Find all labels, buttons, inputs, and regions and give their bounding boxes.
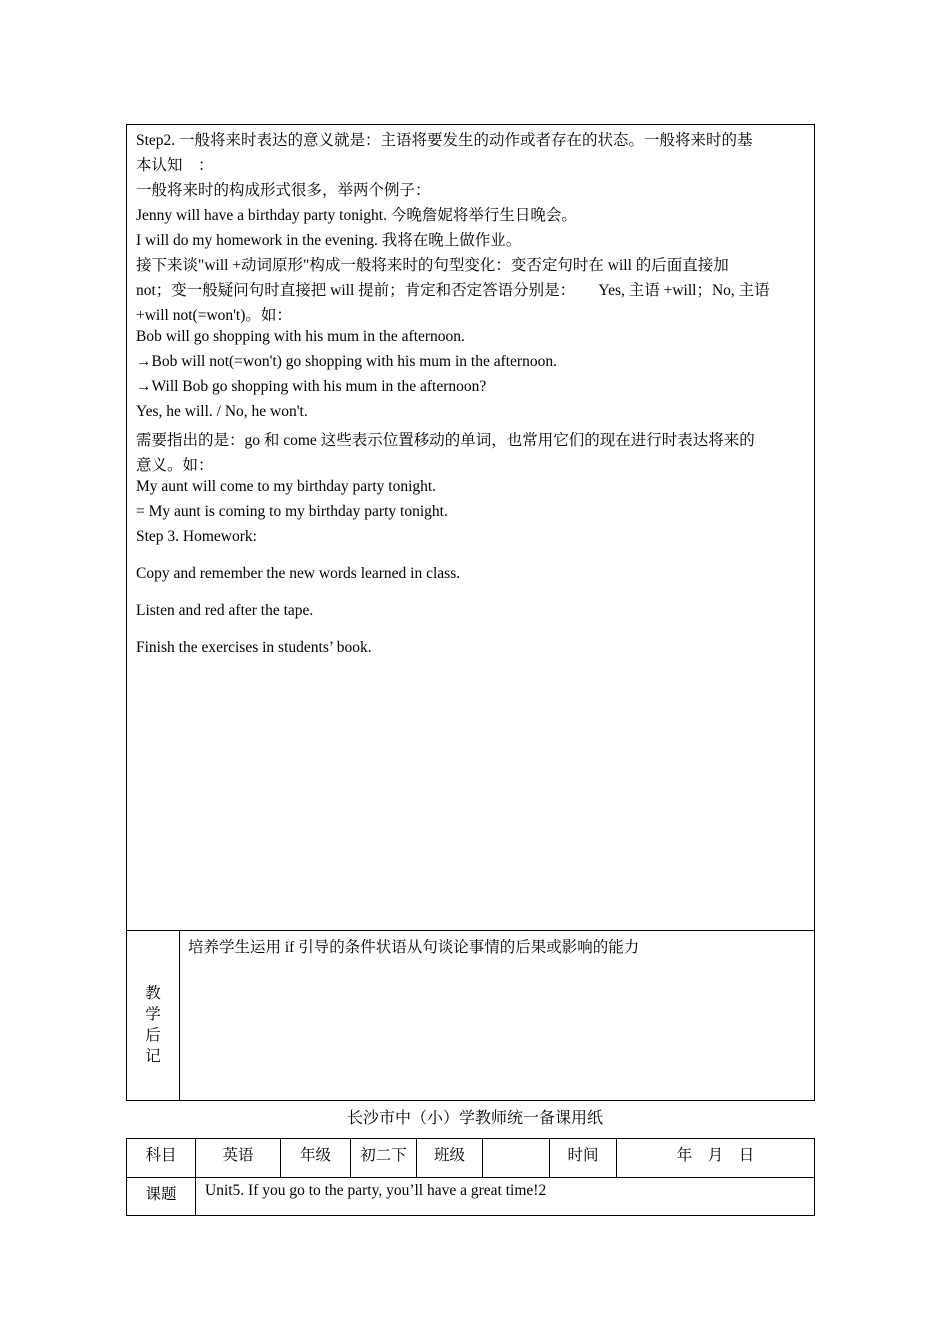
- text-line: +will not(=won't)。如：: [136, 307, 292, 324]
- reflection-text: 培养学生运用 if 引导的条件状语从句谈论事情的后果或影响的能力: [188, 939, 640, 956]
- text-line: 一般将来时的构成形式很多，举两个例子：: [136, 182, 431, 199]
- text-line: 需要指出的是：go 和 come 这些表示位置移动的单词，也常用它们的现在进行时表达将来的: [136, 432, 755, 449]
- text-line: Copy and remember the new words learned in class.: [136, 565, 461, 582]
- text-line: not；变一般疑问句时直接把 will 提前；肯定和否定答语分别是： Yes, 主语 +will；No, 主语: [136, 282, 770, 299]
- subject-label: 科目: [127, 1139, 196, 1177]
- text-line: Step 3. Homework:: [136, 528, 257, 545]
- text-line: = My aunt is coming to my birthday party tonight.: [136, 503, 448, 520]
- time-label: 时间: [550, 1139, 617, 1177]
- topic-value: Unit5. If you go to the party, you’ll have a great time!2: [205, 1182, 547, 1199]
- grade-value: 初二下: [351, 1139, 417, 1177]
- text-line: 本认知 ：: [136, 157, 214, 174]
- subject-value: 英语: [196, 1139, 281, 1177]
- text-line: My aunt will come to my birthday party tonight.: [136, 478, 437, 495]
- text-line: Jenny will have a birthday party tonight. 今晚詹妮将举行生日晚会。: [136, 207, 577, 224]
- topic-label: 课题: [127, 1178, 196, 1216]
- header-table: [126, 1138, 815, 1216]
- text-line: I will do my homework in the evening. 我将在晚上做作业。: [136, 232, 522, 249]
- text-line: Step2. 一般将来时表达的意义就是：主语将要发生的动作或者存在的状态。一般将来时的基: [136, 132, 753, 149]
- lesson-plan-table: [126, 124, 815, 1101]
- text-line: 意义。如：: [136, 457, 214, 474]
- grade-label: 年级: [281, 1139, 351, 1177]
- text-line: Finish the exercises in students’ book.: [136, 639, 372, 656]
- page-caption: 长沙市中（小）学教师统一备课用纸: [346, 1110, 603, 1127]
- text-line: 接下来谈"will +动词原形"构成一般将来时的句型变化：变否定句时在 will 的后面直接加: [136, 257, 729, 274]
- text-line: Listen and red after the tape.: [136, 602, 314, 619]
- text-line: →Bob will not(=won't) go shopping with his mum in the afternoon.: [136, 353, 557, 370]
- time-value: 年 月 日: [676, 1147, 755, 1164]
- text-line: Yes, he will. / No, he won't.: [136, 403, 308, 420]
- lesson-content: [136, 125, 804, 930]
- reflection-label-cell: [127, 931, 180, 1100]
- text-line: Bob will go shopping with his mum in the afternoon.: [136, 328, 465, 345]
- class-value: [483, 1139, 550, 1177]
- reflection-row: [127, 930, 814, 1100]
- class-label: 班级: [417, 1139, 483, 1177]
- text-line: →Will Bob go shopping with his mum in the afternoon?: [136, 378, 487, 395]
- reflection-label: 教 学 后 记: [145, 985, 161, 1065]
